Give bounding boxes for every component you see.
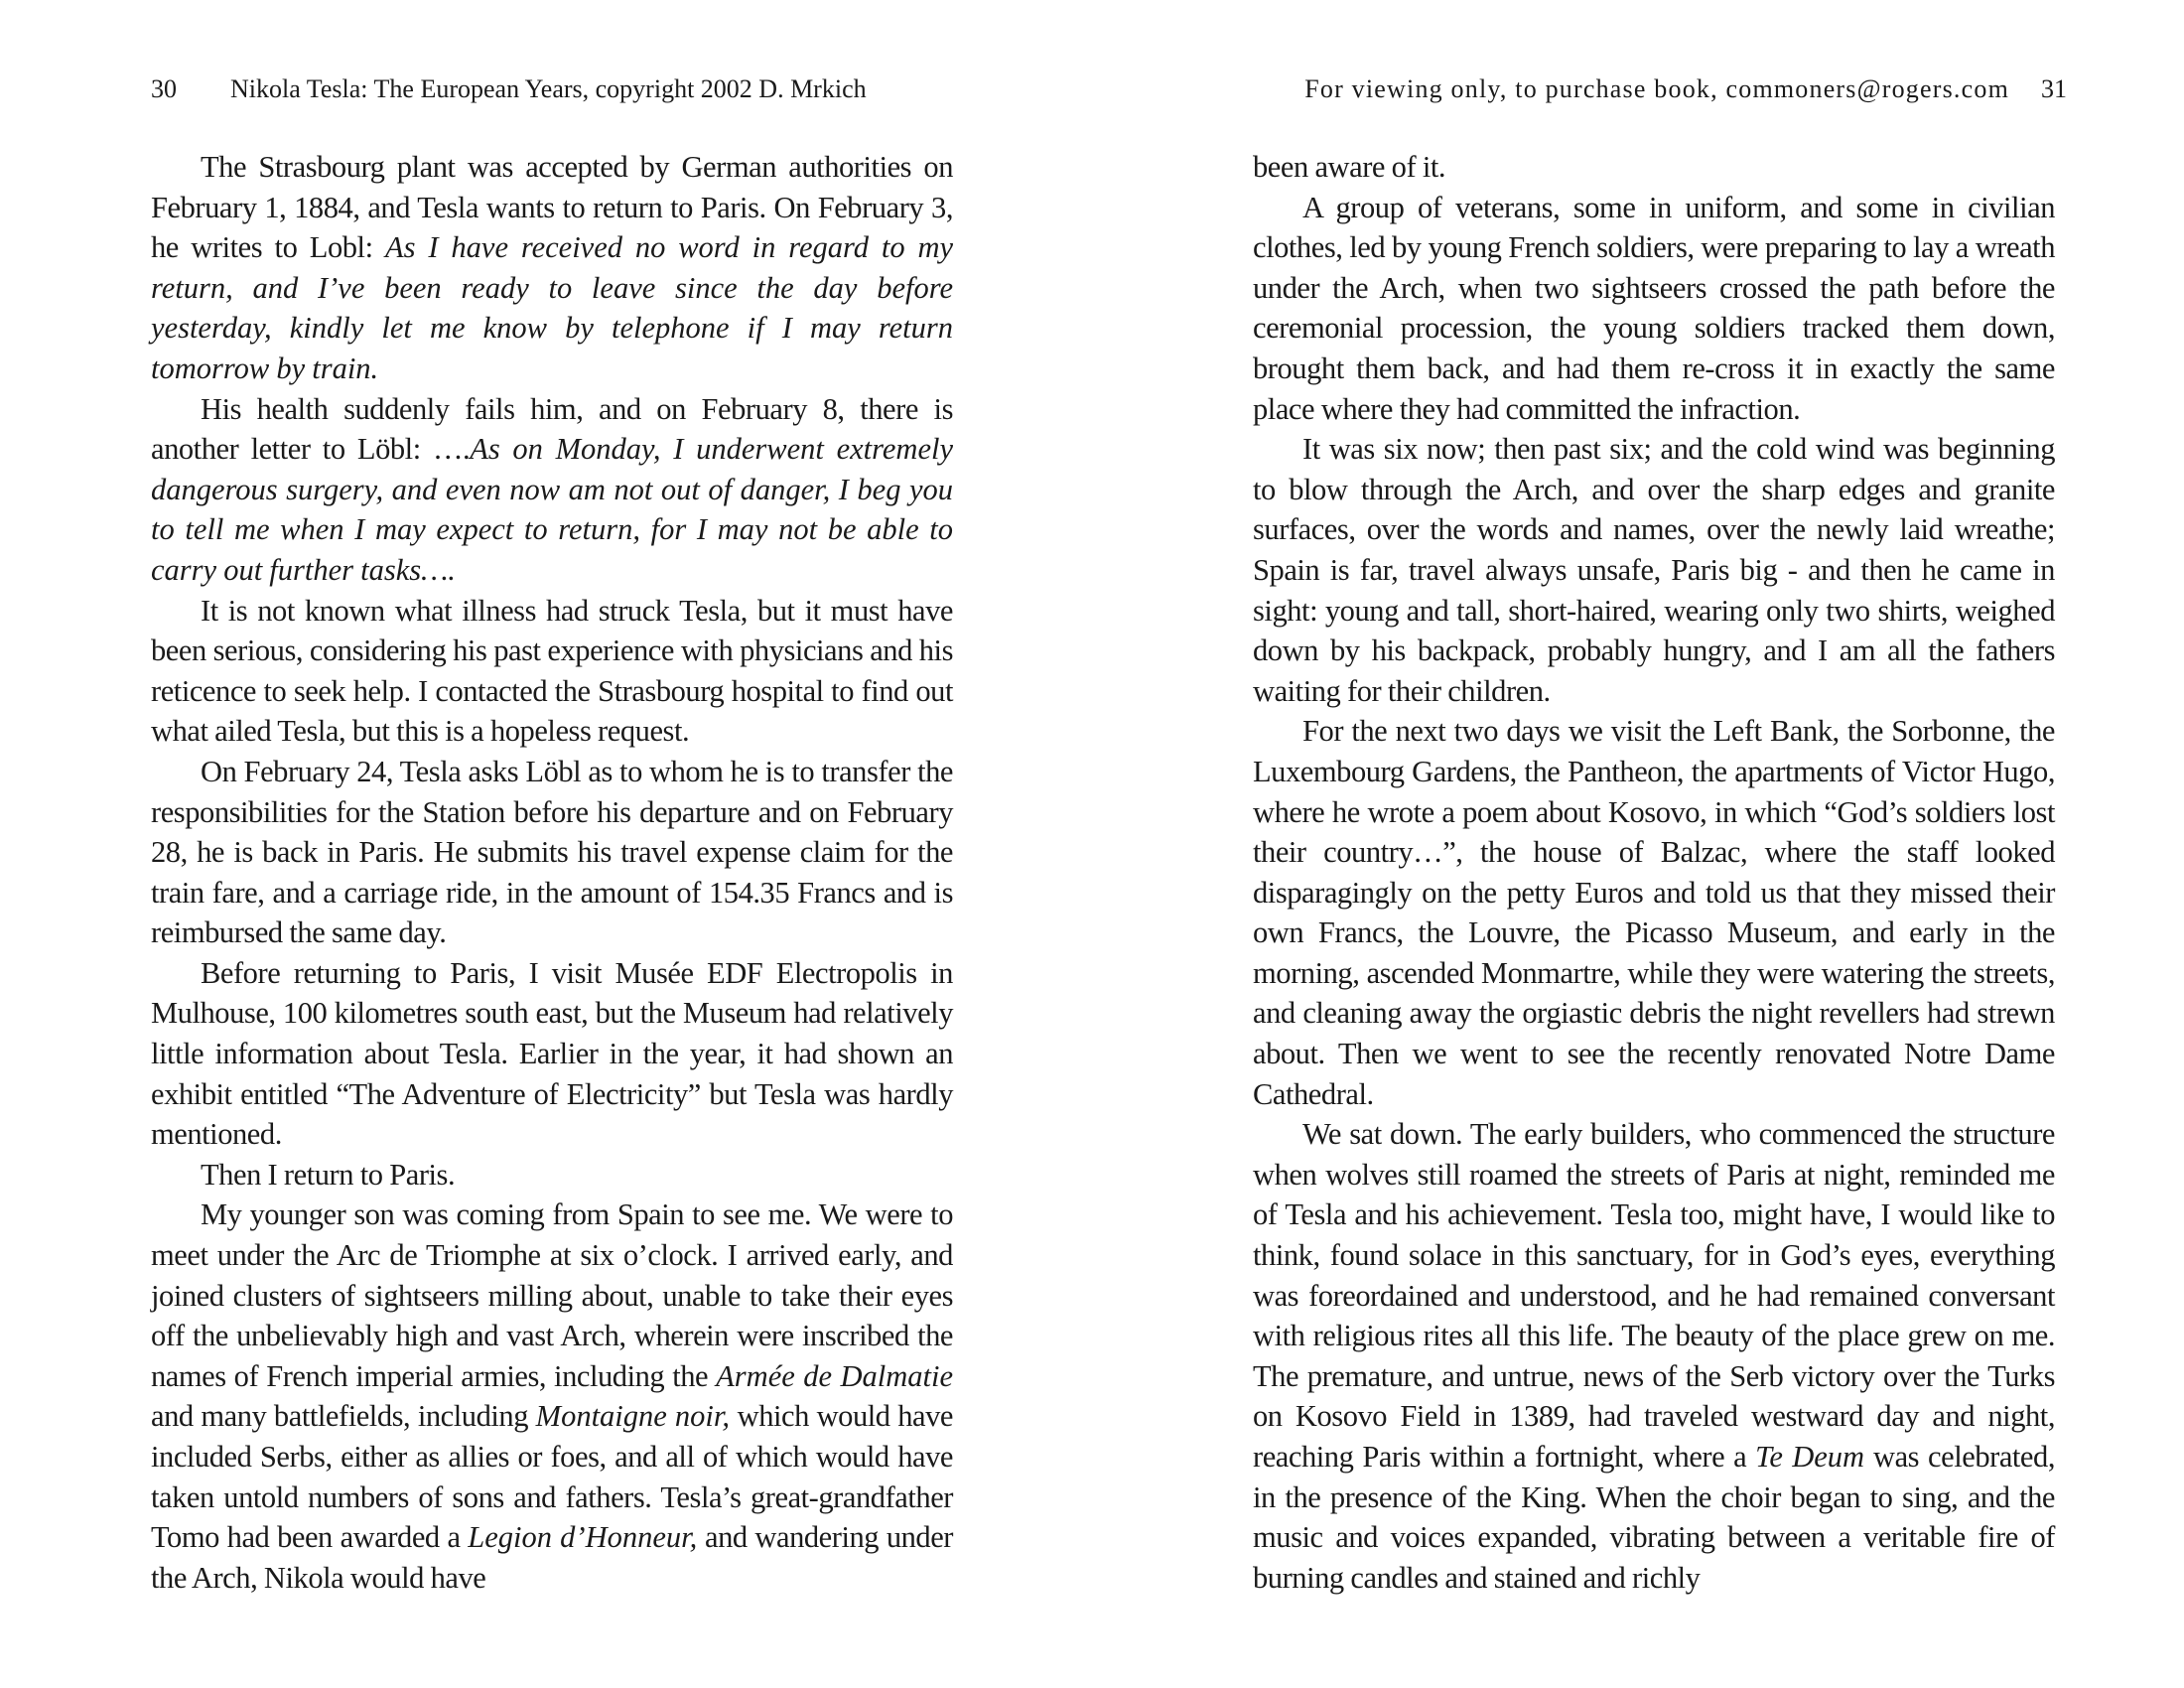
paragraph — [1253, 188, 2055, 430]
running-title: Nikola Tesla: The European Years, copyright 2002 D. Mrkich — [230, 74, 867, 103]
paragraph — [1253, 1114, 2055, 1598]
paragraph — [1253, 711, 2055, 1114]
text-run: which would have included Serbs, either as allies or foes, and all of which would have taken untold numbers of sons and fathers. Tesla’s great-grandfather Tomo had been awarded a — [151, 1399, 953, 1555]
italic-text: Te Deum — [1755, 1440, 1865, 1474]
paragraph — [151, 591, 953, 752]
running-head — [1253, 71, 2067, 111]
page-number: 31 — [2041, 74, 2067, 103]
running-title: For viewing only, to purchase book, commoners@rogers.com — [1304, 74, 2009, 103]
body-text — [1253, 147, 2055, 1598]
text-run: It was six now; then past six; and the cold wind was beginning to blow through the Arch, and over the sharp edges and granite surfaces, over the words and names, over the newly laid wreathe; Spain is far, travel always unsafe, Paris big - and then he came in sight: young and tall, short-haired, wearing only two shirts, weighed down by his backpack, probably hungry, and I am all the fathers waiting for their children. — [1253, 432, 2055, 708]
paragraph — [151, 389, 953, 591]
italic-text: Legion d’Honneur, — [468, 1520, 698, 1555]
text-run: Then I return to Paris. — [201, 1157, 456, 1192]
running-head — [151, 71, 965, 111]
page-number: 30 — [151, 74, 177, 103]
text-run: My younger son was coming from Spain to see me. We were to meet under the Arc de Triomphe at six o’clock. I arrived early, and joined clusters of sightseers milling about, unable to take their eyes off the unbelievably high and vast Arch, wherein were inscribed the names of French imperial armies, including the — [151, 1197, 953, 1393]
italic-text: Montaigne noir, — [535, 1399, 730, 1434]
text-run: We sat down. The early builders, who commenced the structure when wolves still roamed the streets of Paris at night, reminded me of Tesla and his achievement. Tesla too, might have, I would like to think, found solace in this sanctuary, for in God’s eyes, everything was foreordained and understood, and he had remained conversant with religious rites all this life. The beauty of the place grew on me. The premature, and untrue, news of the Serb victory over the Turks on Kosovo Field in 1389, had traveled westward day and night, reaching Paris within a fortnight, where a — [1253, 1117, 2055, 1474]
paragraph — [151, 1195, 953, 1598]
paragraph — [1253, 147, 2055, 188]
text-run: and many battlefields, including — [151, 1399, 536, 1434]
text-run: A group of veterans, some in uniform, and some in civilian clothes, led by young French soldiers, were preparing to lay a wreath under the Arch, when two sightseers crossed the path before the ceremonial procession, the young soldiers tracked them down, brought them back, and had them re-cross it in exactly the same place where they had committed the infraction. — [1253, 190, 2055, 426]
text-run: On February 24, Tesla asks Löbl as to whom he is to transfer the responsibilities for the Station before his departure and on February 28, he is back in Paris. He submits his travel expense claim for the train fare, and a carriage ride, in the amount of 154.35 Francs and is reimbursed the same day. — [151, 754, 953, 950]
italic-text: As I have received no word in regard to my return, and I’ve been ready to leave since the day before yesterday, kindly let me know by telephone if I may return tomorrow by train. — [151, 230, 954, 385]
right-page — [1253, 0, 2067, 1688]
text-run: It is not known what illness had struck Tesla, but it must have been serious, considering his past experience with physicians and his reticence to seek help. I contacted the Strasbourg hospital to find out what ailed Tesla, but this is a hopeless request. — [151, 593, 953, 749]
paragraph — [1253, 429, 2055, 711]
paragraph — [151, 752, 953, 953]
left-page — [151, 0, 965, 1688]
paragraph — [151, 1155, 953, 1196]
italic-text: Armée de Dalmatie — [716, 1358, 954, 1393]
text-run: been aware of it. — [1253, 150, 1446, 184]
paragraph — [151, 147, 953, 389]
text-run: His health suddenly fails him, and on February 8, there is another letter to Löbl: …. — [151, 391, 953, 467]
paragraph — [151, 953, 953, 1155]
text-run: and wandering under the Arch, Nikola would have — [151, 1520, 954, 1595]
body-text — [151, 147, 953, 1598]
text-run: Before returning to Paris, I visit Musée EDF Electropolis in Mulhouse, 100 kilometres south east, but the Museum had relatively little information about Tesla. Earlier in the year, it had shown an exhibit entitled “The Adventure of Electricity” but Tesla was hardly mentioned. — [151, 955, 953, 1152]
text-run: was celebrated, in the presence of the King. When the choir began to sing, and the music and voices expanded, vibrating between a veritable fire of burning candles and stained and richly — [1253, 1440, 2055, 1595]
italic-text: As on Monday, I underwent extremely dangerous surgery, and even now am not out of danger, I beg you to tell me when I may expect to return, for I may not be able to carry out further tasks…. — [151, 432, 954, 587]
text-run: The Strasbourg plant was accepted by German authorities on February 1, 1884, and Tesla wants to return to Paris. On February 3, he writes to Lobl: — [151, 150, 953, 265]
text-run: For the next two days we visit the Left Bank, the Sorbonne, the Luxembourg Gardens, the Pantheon, the apartments of Victor Hugo, where he wrote a poem about Kosovo, in which “God’s soldiers lost their country…”, the house of Balzac, where the staff looked disparagingly on the petty Euros and told us that they missed their own Francs, the Louvre, the Picasso Museum, and early in the morning, ascended Monmartre, while they were watering the streets, and cleaning away the orgiastic debris the night revellers had strewn about. Then we went to see the recently renovated Notre Dame Cathedral. — [1253, 714, 2055, 1111]
